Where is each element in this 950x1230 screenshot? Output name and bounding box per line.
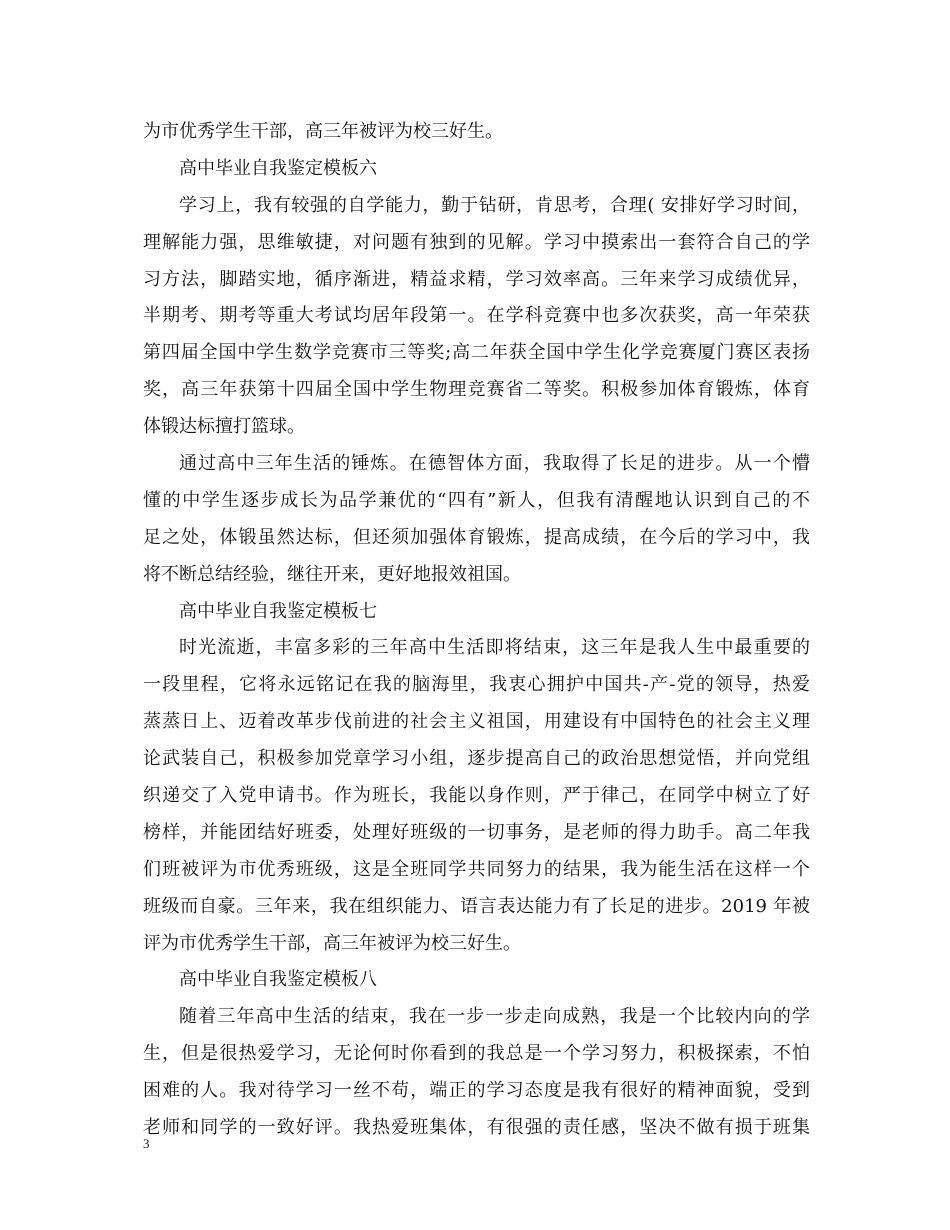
text-line: 理解能力强，思维敏捷，对问题有独到的见解。学习中摸索出一套符合自己的学 <box>143 231 810 253</box>
text-line: 蒸蒸日上、迈着改革步伐前进的社会主义祖国，用建设有中国特色的社会主义理 <box>143 711 810 733</box>
text-line: 榜样，并能团结好班委，处理好班级的一切事务，是老师的得力助手。高二年我 <box>143 821 810 843</box>
text-line: 将不断总结经验，继往开来，更好地报效祖国。 <box>143 563 521 585</box>
text-line: 们班被评为市优秀班级，这是全班同学共同努力的结果，我为能生活在这样一个 <box>143 858 810 880</box>
text-line: 困难的人。我对待学习一丝不苟，端正的学习态度是我有很好的精神面貌，受到 <box>143 1080 810 1102</box>
text-line: 一段里程，它将永远铭记在我的脑海里，我衷心拥护中国共-产-党的领导，热爱 <box>143 674 810 696</box>
text-line: 第四届全国中学生数学竞赛市三等奖;高二年获全国中学生化学竞赛厦门赛区表扬 <box>143 342 810 364</box>
document-body <box>143 114 810 1147</box>
section-heading-template-6: 高中毕业自我鉴定模板六 <box>179 157 377 179</box>
text-line: 时光流逝，丰富多彩的三年高中生活即将结束，这三年是我人生中最重要的 <box>179 637 810 659</box>
text-line: 足之处，体锻虽然达标，但还须加强体育锻炼，提高成绩，在今后的学习中，我 <box>143 526 810 548</box>
text-line: 学习上，我有较强的自学能力，勤于钻研，肯思考，合理( 安排好学习时间， <box>179 194 810 216</box>
text-line: 懂的中学生逐步成长为品学兼优的“四有”新人，但我有清醒地认识到自己的不 <box>143 489 810 511</box>
text-line: 半期考、期考等重大考试均居年段第一。在学科竞赛中也多次获奖，高一年荣获 <box>143 305 810 327</box>
text-line: 班级而自豪。三年来，我在组织能力、语言表达能力有了长足的进步。2019 年被 <box>143 895 810 917</box>
text-line: 体锻达标擅打篮球。 <box>143 416 305 438</box>
page-number: 3 <box>143 1136 150 1151</box>
text-line: 评为市优秀学生干部，高三年被评为校三好生。 <box>143 932 521 954</box>
text-line: 习方法，脚踏实地，循序渐进，精益求精，学习效率高。三年来学习成绩优异， <box>143 268 810 290</box>
text-line: 随着三年高中生活的结束，我在一步一步走向成熟，我是一个比较内向的学 <box>179 1006 810 1028</box>
section-heading-template-8: 高中毕业自我鉴定模板八 <box>179 969 377 991</box>
text-line: 生，但是很热爱学习，无论何时你看到的我总是一个学习努力，积极探索，不怕 <box>143 1043 810 1065</box>
text-line: 织递交了入党申请书。作为班长，我能以身作则，严于律己，在同学中树立了好 <box>143 785 810 807</box>
text-line: 老师和同学的一致好评。我热爱班集体，有很强的责任感，坚决不做有损于班集 <box>143 1117 810 1139</box>
text-line: 论武装自己，积极参加党章学习小组，逐步提高自己的政治思想觉悟，并向党组 <box>143 748 810 770</box>
text-line: 奖，高三年获第十四届全国中学生物理竞赛省二等奖。积极参加体育锻炼，体育 <box>143 379 810 401</box>
section-heading-template-7: 高中毕业自我鉴定模板七 <box>179 600 377 622</box>
text-line: 为市优秀学生干部，高三年被评为校三好生。 <box>143 121 503 142</box>
text-line: 通过高中三年生活的锤炼。在德智体方面，我取得了长足的进步。从一个懵 <box>179 453 810 475</box>
